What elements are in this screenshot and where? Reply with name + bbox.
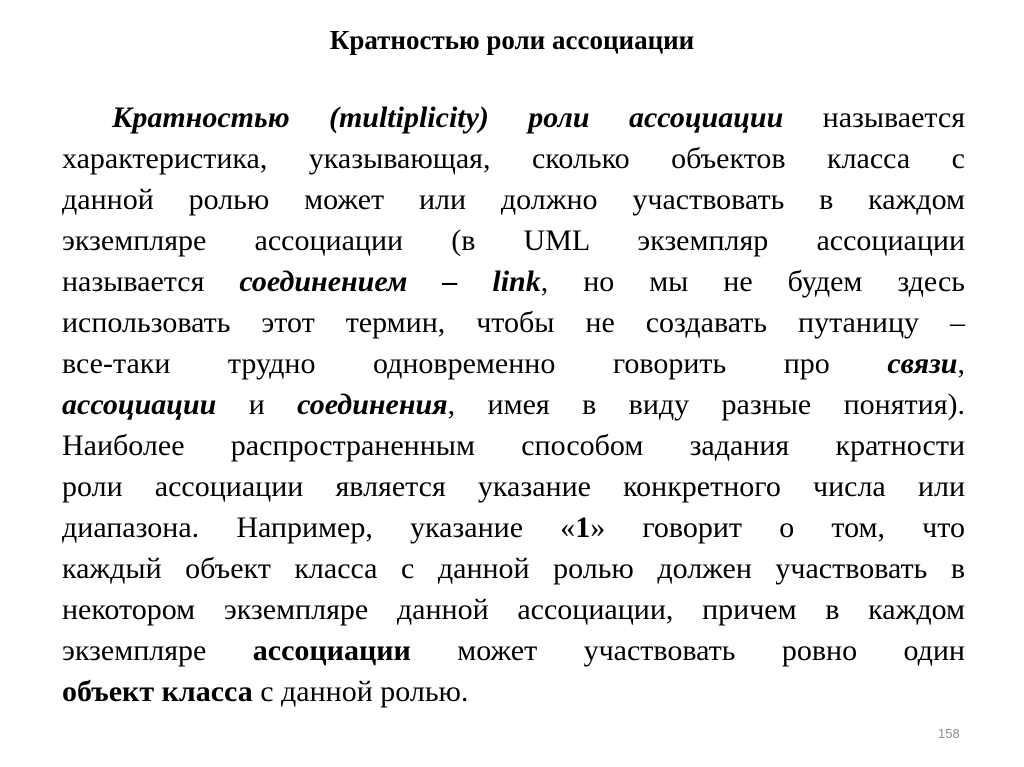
text-segment: экземпляре [62, 634, 253, 667]
slide-title: Кратностью роли ассоциации [329, 25, 695, 55]
paragraph-line [62, 220, 965, 261]
emphasized-text: соединением – link [239, 265, 541, 298]
text-segment: использовать этот термин, чтобы не создавать путаницу – [62, 306, 965, 339]
text-segment: называется [783, 101, 966, 134]
text-segment: , но мы не будем здесь [540, 265, 965, 298]
paragraph-line [62, 302, 965, 343]
text-segment: и [216, 388, 298, 421]
text-segment: , [957, 347, 965, 380]
paragraph-line [62, 138, 965, 179]
paragraph-line [62, 630, 965, 671]
emphasized-text: объект класса [62, 675, 253, 708]
text-segment: » говорит о том, что [590, 511, 965, 544]
emphasized-text: ассоциации [252, 634, 411, 667]
text-segment: некотором экземпляре данной ассоциации, причем в каждом [62, 593, 965, 626]
page-number: 158 [938, 726, 960, 741]
text-segment: называется [62, 265, 240, 298]
text-segment: все-таки трудно одновременно говорить про [62, 347, 888, 380]
text-segment: роли ассоциации является указание конкретного числа или [62, 470, 965, 503]
paragraph-line [62, 425, 965, 466]
emphasized-text: ассоциации [62, 388, 217, 421]
text-segment: каждый объект класса с данной ролью должен участвовать в [62, 552, 965, 585]
text-segment: может участвовать ровно один [410, 634, 965, 667]
emphasized-text: соединения [297, 388, 448, 421]
slide-body-paragraph [62, 97, 965, 712]
text-segment: характеристика, указывающая, сколько объектов класса с [62, 142, 965, 175]
emphasized-text: Кратностью (multiplicity) роли ассоциации [112, 101, 784, 134]
text-segment: данной ролью может или должно участвовать в каждом [62, 183, 965, 216]
paragraph-line [62, 671, 965, 712]
paragraph-line [62, 97, 965, 138]
paragraph-line [62, 343, 965, 384]
emphasized-text: связи [887, 347, 958, 380]
emphasized-text: 1 [575, 511, 591, 544]
paragraph-line [62, 261, 965, 302]
paragraph-line [62, 548, 965, 589]
text-segment: с данной ролью. [252, 675, 469, 708]
paragraph-line [62, 589, 965, 630]
paragraph-line [62, 466, 965, 507]
paragraph-line [62, 179, 965, 220]
paragraph-line [62, 507, 965, 548]
text-segment: Наиболее распространенным способом задания кратности [62, 429, 965, 462]
paragraph-line [62, 384, 965, 425]
text-segment: , имея в виду разные понятия). [447, 388, 965, 421]
text-segment: экземпляре ассоциации (в UML экземпляр ассоциации [62, 224, 965, 257]
text-segment: диапазона. Например, указание « [62, 511, 576, 544]
